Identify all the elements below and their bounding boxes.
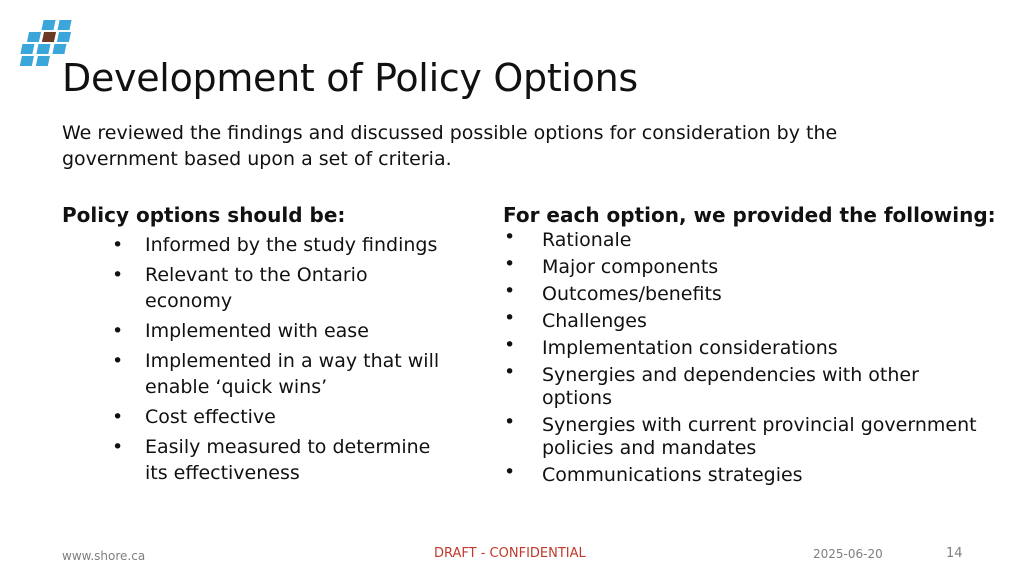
list-item	[503, 361, 982, 410]
list-item	[62, 434, 445, 486]
bullet-icon: •	[504, 411, 516, 433]
list-item-text: Challenges	[542, 310, 647, 332]
list-item-text: Synergies and dependencies with other options	[542, 364, 919, 409]
slide-title: Development of Policy Options	[62, 56, 638, 100]
option-deliverables-column	[503, 202, 1013, 491]
list-item	[503, 334, 982, 360]
bullet-icon: •	[504, 253, 516, 275]
list-item-text: Implementation considerations	[542, 337, 838, 359]
bullet-icon: •	[504, 307, 516, 329]
bullet-icon: •	[504, 461, 516, 483]
list-item-text: Cost effective	[145, 406, 276, 428]
list-item	[503, 253, 982, 279]
bullet-icon: •	[504, 226, 516, 248]
list-item	[503, 307, 982, 333]
footer-confidential-label: DRAFT - CONFIDENTIAL	[434, 546, 586, 561]
list-item-text: Easily measured to determine its effectiveness	[145, 436, 431, 484]
list-item	[62, 318, 445, 344]
list-item	[62, 404, 445, 430]
bullet-icon: •	[112, 320, 124, 342]
list-item-text: Rationale	[542, 229, 632, 251]
policy-criteria-heading: Policy options should be:	[62, 203, 346, 227]
bullet-icon: •	[112, 406, 124, 428]
page-number: 14	[946, 546, 963, 561]
option-deliverables-heading: For each option, we provided the following:	[503, 203, 996, 227]
list-item	[62, 348, 445, 400]
option-deliverables-list	[503, 226, 1013, 487]
bullet-icon: •	[112, 264, 124, 286]
list-item-text: Implemented in a way that will enable ‘quick wins’	[145, 350, 440, 398]
list-item	[62, 232, 445, 258]
footer-date: 2025-06-20	[813, 547, 883, 561]
list-item	[503, 280, 982, 306]
list-item-text: Outcomes/benefits	[542, 283, 722, 305]
bullet-icon: •	[112, 234, 124, 256]
list-item	[62, 262, 445, 314]
list-item-text: Relevant to the Ontario economy	[145, 264, 368, 312]
bullet-icon: •	[504, 280, 516, 302]
bullet-icon: •	[112, 436, 124, 458]
bullet-icon: •	[504, 361, 516, 383]
list-item	[503, 411, 982, 460]
list-item-text: Major components	[542, 256, 719, 278]
list-item	[503, 226, 982, 252]
footer-url: www.shore.ca	[62, 549, 146, 563]
list-item-text: Communications strategies	[542, 464, 803, 486]
bullet-icon: •	[504, 334, 516, 356]
bullet-icon: •	[112, 350, 124, 372]
policy-criteria-column	[62, 202, 462, 490]
list-item	[503, 461, 982, 487]
list-item-text: Informed by the study findings	[145, 234, 438, 256]
policy-criteria-list	[62, 232, 462, 486]
intro-text: We reviewed the findings and discussed possible options for consideration by the government based upon a set of criteria.	[62, 122, 838, 170]
list-item-text: Implemented with ease	[145, 320, 369, 342]
list-item-text: Synergies with current provincial government policies and mandates	[542, 414, 977, 459]
